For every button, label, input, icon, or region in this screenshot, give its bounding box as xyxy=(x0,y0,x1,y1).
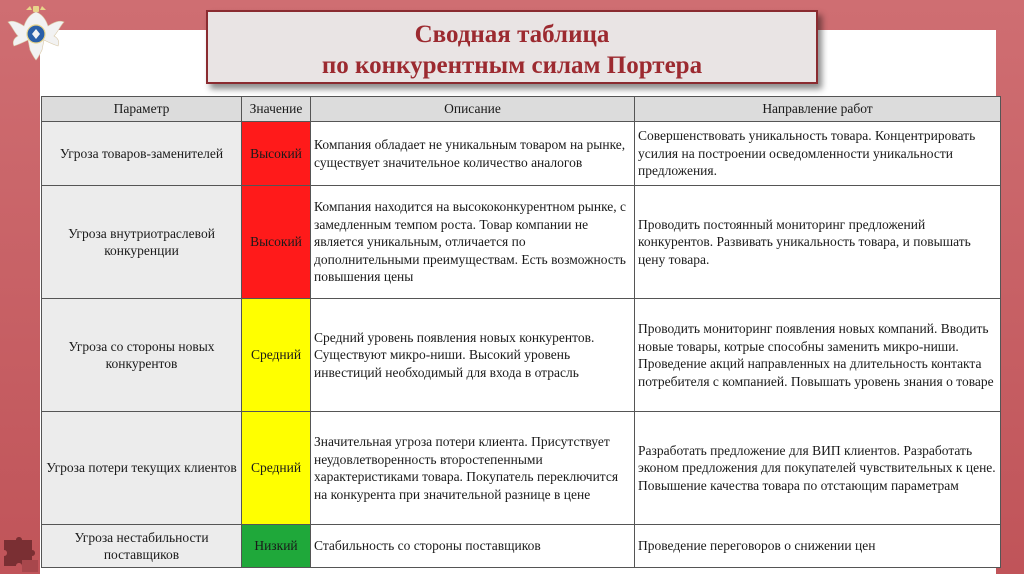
header-value: Значение xyxy=(242,97,311,122)
title-line-2: по конкурентным силам Портера xyxy=(321,52,703,79)
description-cell: Средний уровень появления новых конкурентов. Существуют микро-ниши. Высокий уровень инвестиций необходимый для входа в отрасль xyxy=(311,299,635,412)
direction-cell: Проводить постоянный мониторинг предложений конкурентов. Развивать уникальность товара, и повышать цену товара. xyxy=(635,186,1001,299)
puzzle-pieces-icon xyxy=(2,530,42,574)
description-cell: Компания находится на высококонкурентном рынке, с замедленным темпом роста. Товар компании не является уникальным, отличается по дополнительными преимуществам. Есть возможность повышения цены xyxy=(311,186,635,299)
table-header-row xyxy=(42,97,1001,122)
table-row xyxy=(42,122,1001,186)
slide-title xyxy=(206,10,818,84)
porter-forces-table xyxy=(41,96,1001,568)
title-line-1: Сводная таблица xyxy=(414,21,610,48)
header-direction: Направление работ xyxy=(635,97,1001,122)
parameter-cell: Угроза товаров-заменителей xyxy=(42,122,242,186)
value-cell-medium: Средний xyxy=(242,412,311,525)
value-cell-high: Высокий xyxy=(242,122,311,186)
double-headed-eagle-emblem-icon xyxy=(4,4,68,64)
value-cell-high: Высокий xyxy=(242,186,311,299)
table-row xyxy=(42,412,1001,525)
direction-cell: Совершенствовать уникальность товара. Концентрировать усилия на построении осведомленности уникальности предложения. xyxy=(635,122,1001,186)
direction-cell: Разработать предложение для ВИП клиентов. Разработать эконом предложения для покупателей чувствительных к цене. Повышение качества товара по отстающим параметрам xyxy=(635,412,1001,525)
value-cell-low: Низкий xyxy=(242,525,311,568)
value-cell-medium: Средний xyxy=(242,299,311,412)
parameter-cell: Угроза потери текущих клиентов xyxy=(42,412,242,525)
header-parameter: Параметр xyxy=(42,97,242,122)
direction-cell: Проводить мониторинг появления новых компаний. Вводить новые товары, котрые способны заменить микро-ниши. Проведение акций направленных на длительность контакта потребителя с компанией. Повышать уровень знания о товаре xyxy=(635,299,1001,412)
parameter-cell: Угроза внутриотраслевой конкуренции xyxy=(42,186,242,299)
description-cell: Стабильность со стороны поставщиков xyxy=(311,525,635,568)
parameter-cell: Угроза со стороны новых конкурентов xyxy=(42,299,242,412)
table-row xyxy=(42,299,1001,412)
table-row xyxy=(42,525,1001,568)
parameter-cell: Угроза нестабильности поставщиков xyxy=(42,525,242,568)
table-row xyxy=(42,186,1001,299)
header-description: Описание xyxy=(311,97,635,122)
description-cell: Значительная угроза потери клиента. Присутствует неудовлетворенность второстепенными характеристиками товара. Покупатель переключится на конкурента при значительной разнице в цене xyxy=(311,412,635,525)
direction-cell: Проведение переговоров о снижении цен xyxy=(635,525,1001,568)
description-cell: Компания обладает не уникальным товаром на рынке, существует значительное количество аналогов xyxy=(311,122,635,186)
